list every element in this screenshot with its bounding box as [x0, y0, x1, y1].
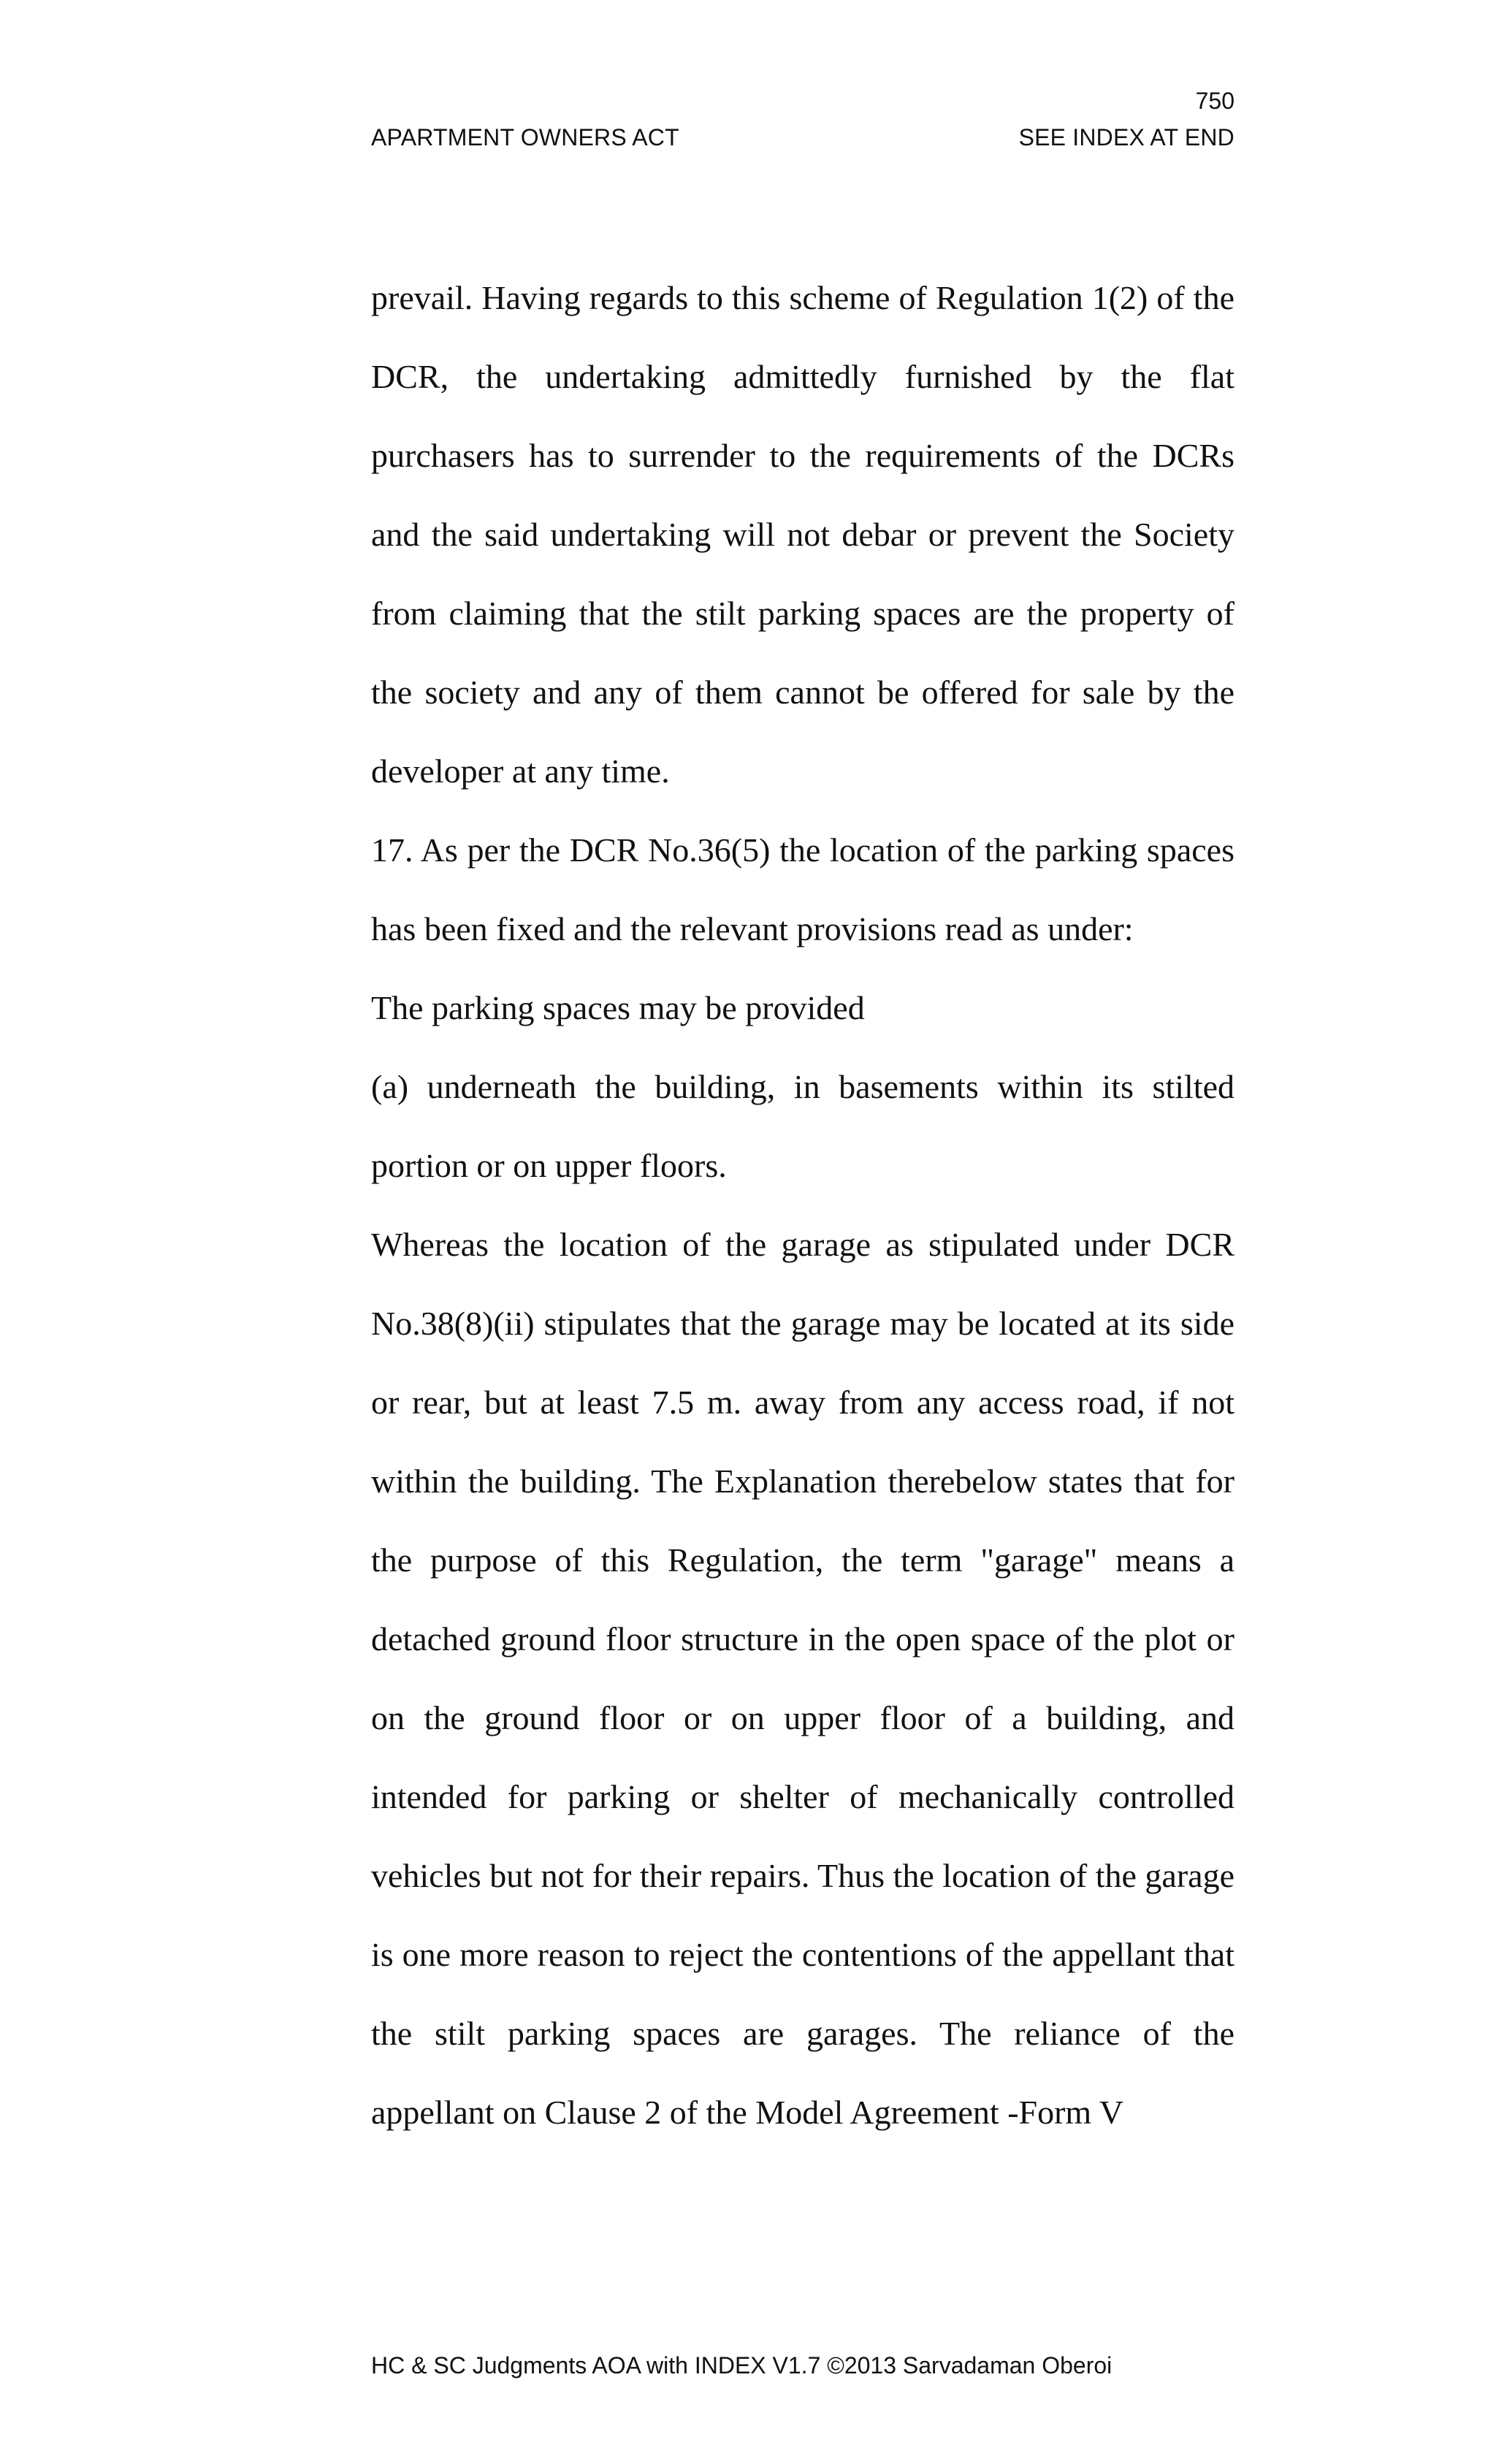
- paragraph-4: (a) underneath the building, in basements within its stilted portion or on upper floors.: [371, 1068, 1234, 1184]
- running-header: [371, 123, 1234, 152]
- page-footer: HC & SC Judgments AOA with INDEX V1.7 ©2013 Sarvadaman Oberoi: [371, 2352, 1113, 2379]
- body-text: [371, 259, 1234, 2152]
- paragraph-5: Whereas the location of the garage as stipulated under DCR No.38(8)(ii) stipulates that the garage may be located at its side or rear, but at least 7.5 m. away from any access road, if not within the building. The Explanation therebelow states that for the purpose of this Regulation, the term "garage" means a detached ground floor structure in the open space of the plot or on the ground floor or on upper floor of a building, and intended for parking or shelter of mechanically controlled vehicles but not for their repairs. Thus the location of the garage is one more reason to reject the contentions of the appellant that the stilt parking spaces are garages. The reliance of the appellant on Clause 2 of the Model Agreement -Form V: [371, 1226, 1234, 2131]
- page-number: 750: [1195, 88, 1234, 114]
- paragraph-1: prevail. Having regards to this scheme of Regulation 1(2) of the DCR, the undertaking admittedly furnished by the flat purchasers has to surrender to the requirements of the DCRs and the said undertaking will not debar or prevent the Society from claiming that the stilt parking spaces are the property of the society and any of them cannot be offered for sale by the developer at any time.: [371, 279, 1234, 790]
- header-right-note: SEE INDEX AT END: [1018, 124, 1234, 150]
- header-left-title: APARTMENT OWNERS ACT: [371, 124, 679, 150]
- paragraph-3: The parking spaces may be provided: [371, 989, 865, 1026]
- paragraph-2: 17. As per the DCR No.36(5) the location of the parking spaces has been fixed and the relevant provisions read as under:: [371, 831, 1234, 947]
